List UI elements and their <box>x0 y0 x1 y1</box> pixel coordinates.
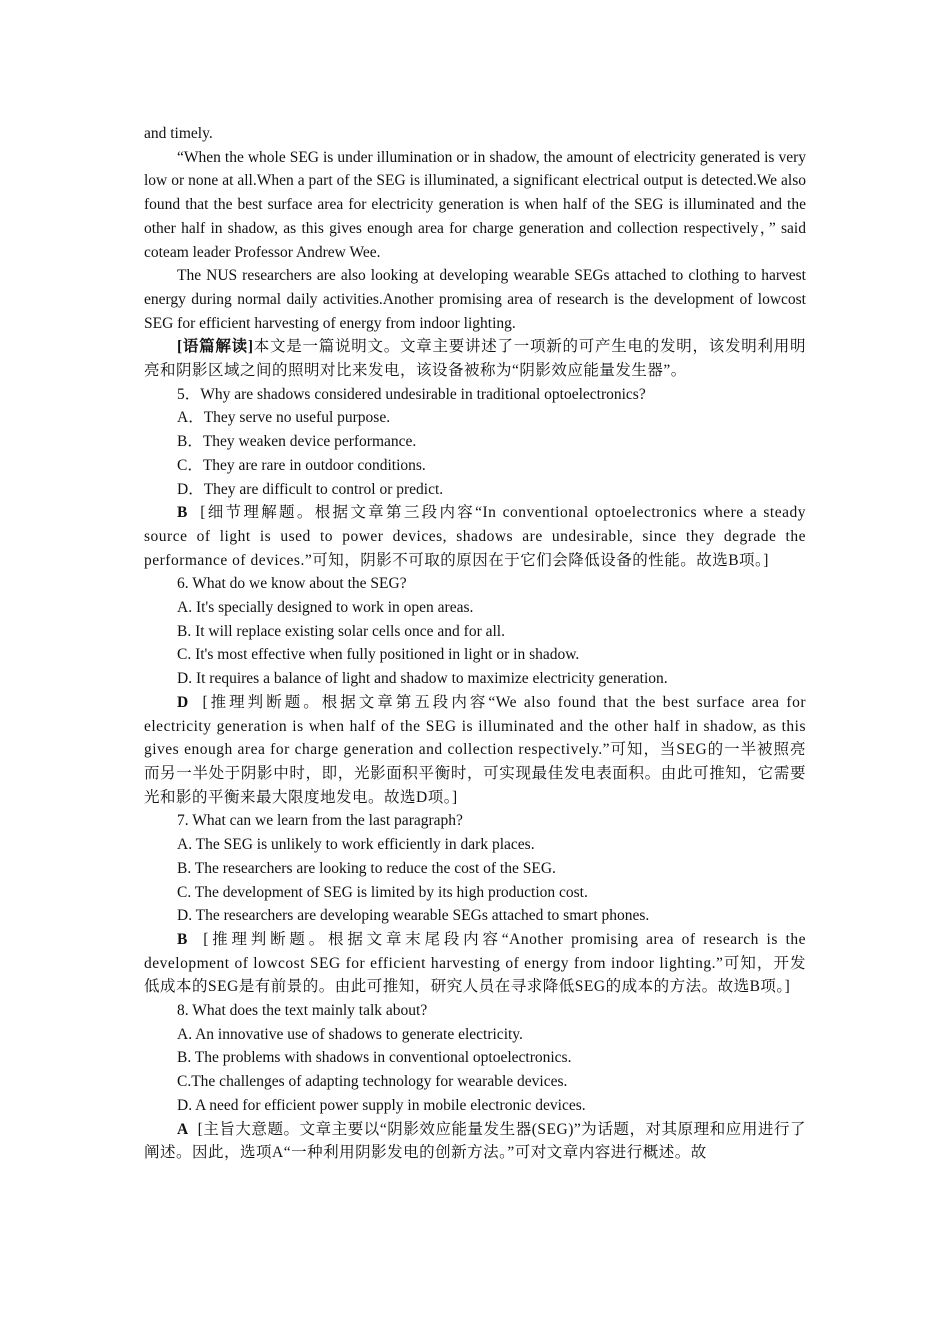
answer-key: D <box>177 693 189 711</box>
question-stem: 6. What do we know about the SEG? <box>177 575 407 593</box>
option: A．They serve no useful purpose. <box>177 409 391 427</box>
option: A. The SEG is unlikely to work efficiently in dark places. <box>177 836 535 854</box>
option: C. The development of SEG is limited by its high production cost. <box>177 883 588 901</box>
answer-explanation <box>144 501 806 572</box>
option: C.The challenges of adapting technology for wearable devices. <box>177 1073 568 1091</box>
option: B. The researchers are looking to reduce the cost of the SEG. <box>177 859 556 877</box>
option: A. It's specially designed to work in open areas. <box>177 599 474 617</box>
answer-explanation <box>144 928 806 999</box>
question-stem: 8. What does the text mainly talk about? <box>177 1002 428 1020</box>
answer-key: B <box>177 930 188 948</box>
answer-explanation <box>144 691 806 810</box>
answer-key: A <box>177 1120 189 1138</box>
option: D. A need for efficient power supply in mobile electronic devices. <box>177 1096 586 1114</box>
passage-last-paragraph: The NUS researchers are also looking at developing wearable SEGs attached to clothing to harvest energy during normal daily activities.Another promising area of research is the development of lowcost SEG for efficient harvesting of energy from indoor lighting. <box>144 267 806 332</box>
question-stem: 7. What can we learn from the last paragraph? <box>177 812 463 830</box>
explanation-text: [推理判断题。根据文章末尾段内容“Another promising area of research is the development of lowcost SEG for efficient harvesting of energy from indoor lighting.”可知，开发低成本的SEG是有前景的。由此可推知，研究人员在寻求降低SEG的成本的方法。故选B项。] <box>144 930 807 996</box>
option: B. The problems with shadows in conventional optoelectronics. <box>177 1049 572 1067</box>
explanation-text: [推理判断题。根据文章第五段内容“We also found that the best surface area for electricity generation is when half of the SEG is illuminated and the other half in shadow, as this gives enough area for charge generation and collection respectively.”可知，当SEG的一半被照亮而另一半处于阴影中时，即，光影面积平衡时，可实现最佳发电表面积。由此可推知，它需要光和影的平衡来最大限度地发电。故选D项。] <box>144 693 806 806</box>
answer-explanation <box>144 1118 806 1165</box>
passage-quote-paragraph: “When the whole SEG is under illumination or in shadow, the amount of electricity generated is very low or none at all.When a part of the SEG is illuminated, a significant electrical output is detected.We also found that the best surface area for electricity generation is when half of the SEG is illuminated and the other half in shadow, as this gives enough area for charge generation and collection respectively，” said coteam leader Professor Andrew Wee. <box>144 148 806 261</box>
analysis-text: 本文是一篇说明文。文章主要讲述了一项新的可产生电的发明，该发明利用明亮和阴影区域之间的照明对比来发电，该设备被称为“阴影效应能量发生器”。 <box>144 338 806 380</box>
passage-continuation: and timely. <box>144 125 213 142</box>
explanation-text: [主旨大意题。文章主要以“阴影效应能量发生器(SEG)”为话题，对其原理和应用进行了阐述。因此，选项A“一种利用阴影发电的创新方法。”可对文章内容进行概述。故 <box>144 1120 807 1162</box>
question-stem: 5．Why are shadows considered undesirable in traditional optoelectronics? <box>177 385 646 403</box>
answer-key: B <box>177 504 188 522</box>
option: A. An innovative use of shadows to generate electricity. <box>177 1025 523 1043</box>
option: C. It's most effective when fully positioned in light or in shadow. <box>177 646 580 664</box>
option: B. It will replace existing solar cells once and for all. <box>177 622 505 640</box>
analysis-tag: [语篇解读] <box>177 338 254 356</box>
explanation-text: [细节理解题。根据文章第三段内容“In conventional optoelectronics where a steady source of light is used to power devices, shadows are undesirable, since they degrade the performance of devices.”可知，阴影不可取的原因在于它们会降低设备的性能。故选B项。] <box>144 504 807 569</box>
option: D. It requires a balance of light and shadow to maximize electricity generation. <box>177 670 668 688</box>
option: D. The researchers are developing wearable SEGs attached to smart phones. <box>177 907 650 925</box>
document-page <box>144 122 806 1165</box>
option: C．They are rare in outdoor conditions. <box>177 456 426 474</box>
option: B．They weaken device performance. <box>177 433 417 451</box>
analysis-paragraph <box>144 335 806 382</box>
option: D．They are difficult to control or predict. <box>177 480 444 498</box>
